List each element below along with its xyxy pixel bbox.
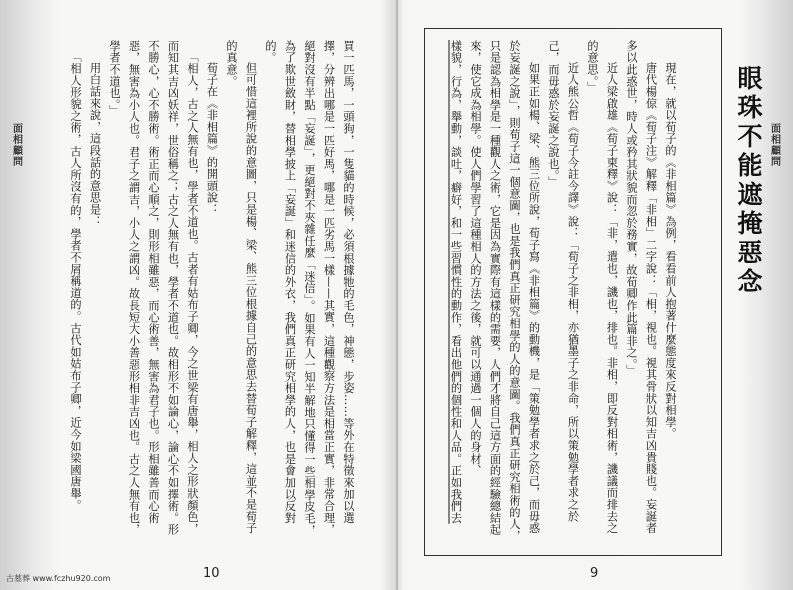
page-number-right: 9 <box>590 566 599 581</box>
underlined-paragraph: 樣貌，行為，舉動，談吐，癖好，和一些習慣性的動作，看出他們的個性和人品。正如我們去 <box>449 40 463 524</box>
left-page-text <box>58 40 358 545</box>
paragraph: 現在，就以荀子的《非相篇》為例，看看前人抱著什麼態度來反對相學。 <box>664 62 677 440</box>
paragraph: 近人熊公哲《荀子今註今譯》說：「荀子之非相，亦猶墨子之非命，所以策勉學者求之於己，而毋惑於妄誕之說也。」 <box>547 40 580 523</box>
right-edge-label: 面相顧問 <box>768 123 780 167</box>
paragraph: 近人梁啟雄《荀子柬釋》說：「非，遣也，譏也，排也。非相，即反對相術，譏議而排去之的意思。」 <box>586 40 619 535</box>
paragraph: 用白話來說，這段話的意思是： <box>88 62 102 228</box>
paragraph: 唐代楊倞《荀子注》解釋「非相」二字說：「相，視也。視其骨狀以知吉凶貴賤也。妄誕者多以此惑世，時人或矜其狀貌而忽於務實，故荀卿作此篇非之。」 <box>625 40 658 535</box>
book-spine <box>396 0 398 590</box>
left-edge-label: 面相顧問 <box>10 123 22 167</box>
paragraph: 但可惜這裡所說的意圖，只是楊、梁、熊三位根據自己的意思去替荀子解釋，這並不是荀子的真意。 <box>225 40 258 535</box>
paragraph: 荀子在《非相篇》的開頭說： <box>205 62 219 216</box>
paragraph: 買一匹馬，一頭狗，一隻貓的時候，必須根據牠的毛色，神態，步姿……等外在特徵來加以選擇，分辨出哪是一匹好馬，哪是一匹劣馬一樣——其實，這種觀察方法是相當正實，非常合理，絕對沒有半點「妄誕」，更絕對不夾雜任麼「迷信」。如果有人一知半解地只懂得一些相學皮毛，為了欺世斂財，替相學披上「妄誕」和迷信的外衣，我們真正研究相學的人，也是會加以反對的。 <box>264 40 355 537</box>
chapter-title: 眼珠不能遮掩惡念 <box>734 65 763 297</box>
right-page-text <box>430 40 680 545</box>
quote-paragraph: 「相人，古之人無有也，學者不道也。古者有姑布子卿，今之世梁有唐舉，相人之形狀顏色，而知其吉凶妖祥，世俗稱之；古之人無有也，學者不道也。故相形不如論心，論心不如擇術。形不勝心，心不勝術。術正而心順之，則形相雖惡，而心術善，無害為君子也。形相雖善而心術惡，無害為小人也。君子之謂吉，小人之謂凶。故長短大小善惡形相非吉凶也。古之人無有也，學者不道也。」 <box>108 40 199 536</box>
page-number-left: 10 <box>203 566 220 581</box>
footer-watermark: 古墓葬 www.fczhu920.com <box>6 574 111 583</box>
quote-paragraph: 「相人形貌之術，古人所沒有的，學者不屑稱道的。古代如姑布子卿，近今如梁國唐舉。 <box>69 51 82 512</box>
paragraph: 如果正如楊、梁、熊三位所說，荀子寫《非相篇》的動機，是「策勉學者求之於己，而毋惑於妄誕之說」，則荀子這一個意圖，也是我們真正研究相學的人的意圖。我們真正研究相術的人，只是認為相學是一種觀人之術，它是因為實際有這樣的需要，人們才將自己這方面的經驗總結起來，使它成為相學。使人們學習了這種相人的方法之後，就可以通過一個人的身材、 <box>469 40 541 542</box>
